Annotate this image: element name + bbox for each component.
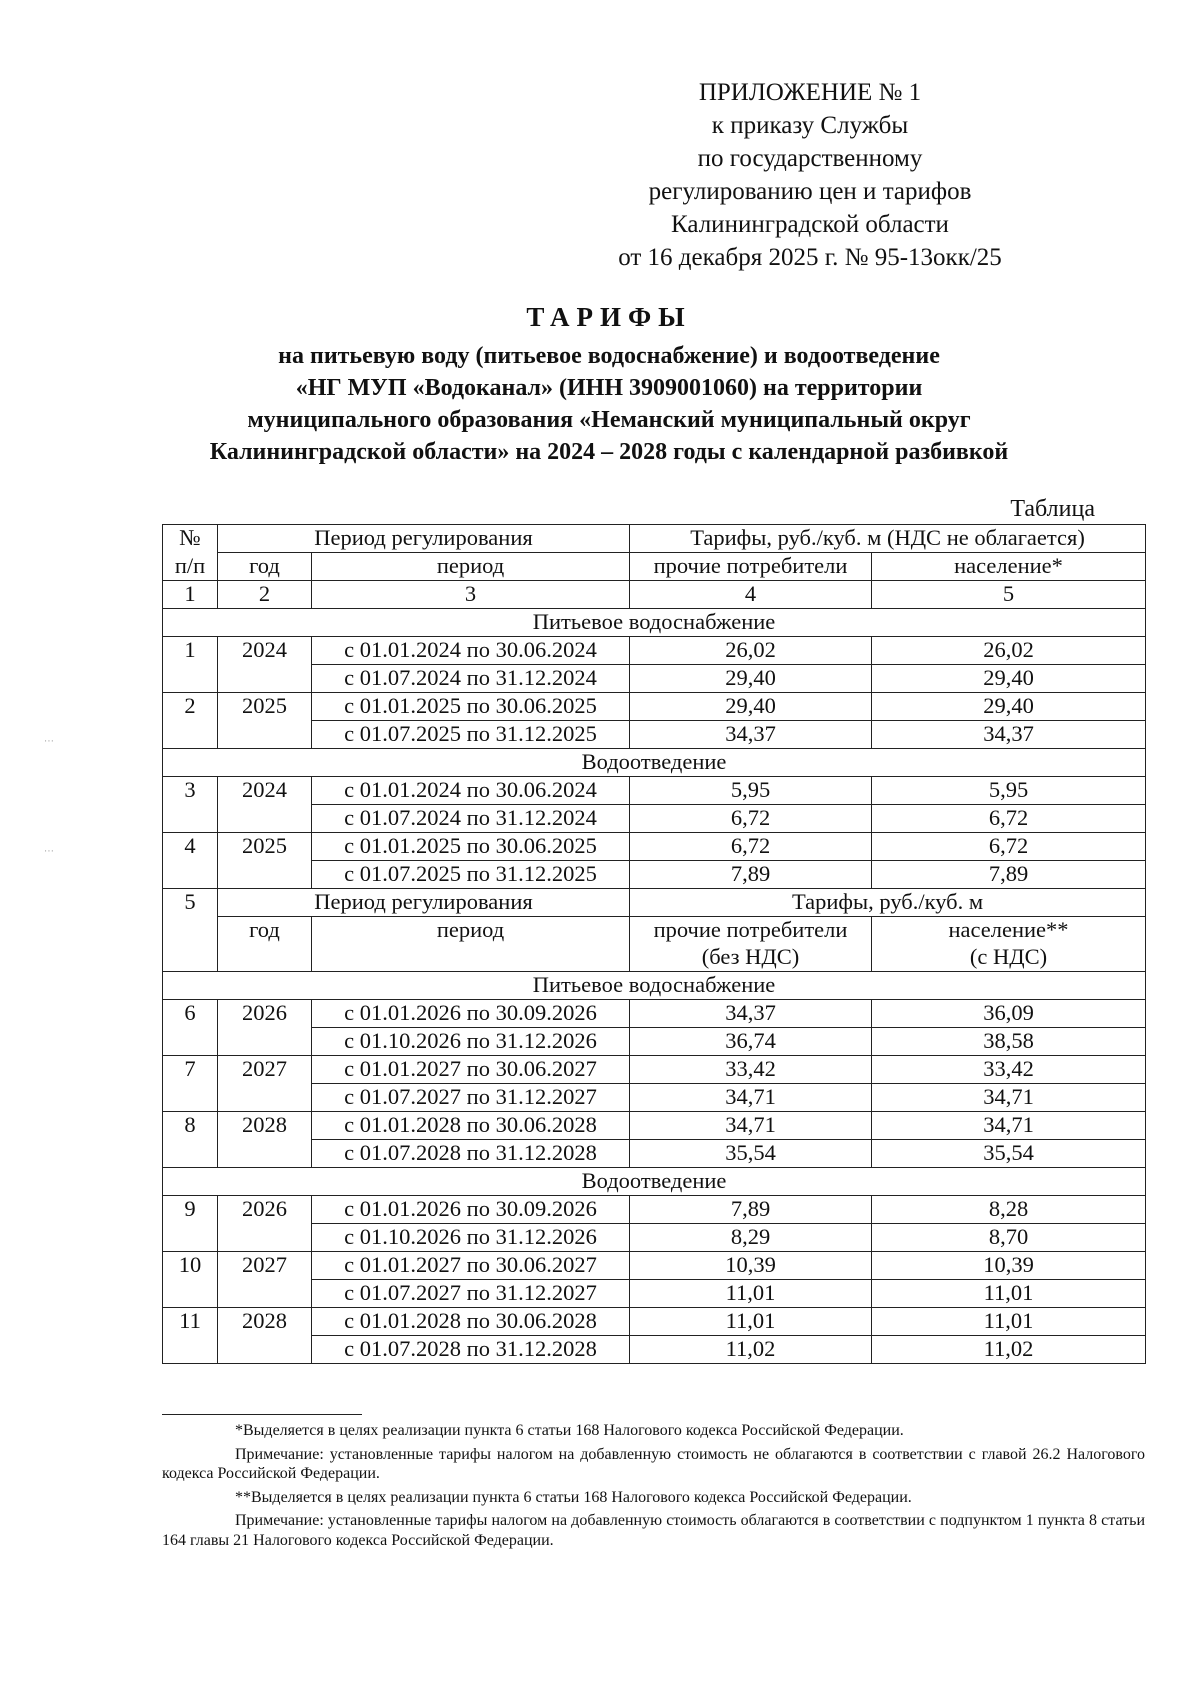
tariff-row <box>163 1056 1146 1084</box>
row-tariff-others: 7,89 <box>630 861 872 889</box>
row-tariff-population: 10,39 <box>872 1252 1146 1280</box>
tariff-row <box>163 777 1146 805</box>
footnote-divider <box>162 1414 362 1415</box>
footnote-note: Примечание: установленные тарифы налогом на добавленную стоимость не облагаются в соответствии с главой 26.2 Налогового кодекса Российской Федерации. <box>162 1445 1145 1482</box>
row-number: 4 <box>163 833 218 889</box>
row-tariff-population: 7,89 <box>872 861 1146 889</box>
table-caption: Таблица <box>1010 496 1095 522</box>
row-year: 2026 <box>218 1196 312 1252</box>
header2-period: период <box>312 917 630 945</box>
row-year: 2027 <box>218 1056 312 1112</box>
table-header-row <box>163 917 1146 945</box>
row-tariff-others: 34,71 <box>630 1112 872 1140</box>
row-tariff-population: 33,42 <box>872 1056 1146 1084</box>
appendix-line: к приказу Службы <box>711 112 909 139</box>
row-tariff-population: 35,54 <box>872 1140 1146 1168</box>
tariff-row <box>163 1308 1146 1336</box>
row-tariff-others: 8,29 <box>630 1224 872 1252</box>
row-period: с 01.01.2026 по 30.09.2026 <box>312 1196 630 1224</box>
row-period: с 01.07.2025 по 31.12.2025 <box>312 861 630 889</box>
row-tariff-others: 26,02 <box>630 637 872 665</box>
appendix-line: регулированию цен и тарифов <box>648 178 972 205</box>
row-tariff-population: 29,40 <box>872 665 1146 693</box>
tariff-row <box>163 1252 1146 1280</box>
appendix-block <box>570 76 1050 274</box>
row-tariff-population: 34,71 <box>872 1084 1146 1112</box>
footnote-note: Примечание: установленные тарифы налогом на добавленную стоимость облагаются в соответствии с подпунктом 1 пункта 8 статьи 164 главы 21 Налогового кодекса Российской Федерации. <box>162 1512 1145 1549</box>
tariff-row <box>163 637 1146 665</box>
appendix-line: ПРИЛОЖЕНИЕ № 1 <box>698 79 922 106</box>
header-num-2: п/п <box>163 553 218 581</box>
row-number: 6 <box>163 1000 218 1056</box>
row-period: с 01.10.2026 по 31.12.2026 <box>312 1224 630 1252</box>
row-tariff-population: 11,01 <box>872 1308 1146 1336</box>
row-period: с 01.01.2027 по 30.06.2027 <box>312 1056 630 1084</box>
row-year: 2028 <box>218 1308 312 1364</box>
document-subtitle <box>150 340 1068 468</box>
header2-year: год <box>218 917 312 945</box>
table-header-row <box>163 525 1146 553</box>
section-sewer: Водоотведение <box>163 1168 1146 1196</box>
header2-period-cont <box>312 944 630 972</box>
row-year: 2026 <box>218 1000 312 1056</box>
row-period: с 01.01.2028 по 30.06.2028 <box>312 1308 630 1336</box>
header-population: население* <box>872 553 1146 581</box>
row-year: 2024 <box>218 777 312 833</box>
tariff-row <box>163 1112 1146 1140</box>
row-number: 10 <box>163 1252 218 1308</box>
row-tariff-population: 38,58 <box>872 1028 1146 1056</box>
row-tariff-others: 33,42 <box>630 1056 872 1084</box>
section-water: Питьевое водоснабжение <box>163 609 1146 637</box>
row-period: с 01.07.2025 по 31.12.2025 <box>312 721 630 749</box>
table-header-row <box>163 889 1146 917</box>
row-year: 2024 <box>218 637 312 693</box>
row-tariff-others: 6,72 <box>630 833 872 861</box>
header2-others-vat: (без НДС) <box>630 944 872 972</box>
column-number: 1 <box>163 581 218 609</box>
row-year: 2027 <box>218 1252 312 1308</box>
row-period: с 01.07.2027 по 31.12.2027 <box>312 1280 630 1308</box>
row-number: 7 <box>163 1056 218 1112</box>
row-number: 1 <box>163 637 218 693</box>
column-number: 5 <box>872 581 1146 609</box>
footnote: **Выделяется в целях реализации пункта 6 статьи 168 Налогового кодекса Российской Федерации. <box>235 1488 912 1506</box>
subtitle-line: на питьевую воду (питьевое водоснабжение) и водоотведение <box>278 343 940 369</box>
row-period: с 01.07.2028 по 31.12.2028 <box>312 1140 630 1168</box>
header2-others: прочие потребители <box>630 917 872 945</box>
row-tariff-others: 7,89 <box>630 1196 872 1224</box>
row-period: с 01.01.2024 по 30.06.2024 <box>312 777 630 805</box>
row-number: 9 <box>163 1196 218 1252</box>
scan-speck: ⋯ <box>44 846 54 857</box>
row-tariff-others: 10,39 <box>630 1252 872 1280</box>
footnotes <box>162 1414 1145 1554</box>
header2-year-cont <box>218 944 312 972</box>
row-tariff-others: 36,74 <box>630 1028 872 1056</box>
row-number: 3 <box>163 777 218 833</box>
section-row <box>163 609 1146 637</box>
row-tariff-others: 34,37 <box>630 721 872 749</box>
header-num: № <box>163 525 218 553</box>
footnote: *Выделяется в целях реализации пункта 6 статьи 168 Налогового кодекса Российской Федерации. <box>235 1422 904 1439</box>
row-tariff-population: 34,37 <box>872 721 1146 749</box>
header2-tariff-group: Тарифы, руб./куб. м <box>630 889 1146 917</box>
header2-period-group: Период регулирования <box>218 889 630 917</box>
header-tariff-group: Тарифы, руб./куб. м (НДС не облагается) <box>630 525 1146 553</box>
header2-population: население** <box>872 917 1146 945</box>
row-period: с 01.07.2024 по 31.12.2024 <box>312 805 630 833</box>
row-tariff-population: 29,40 <box>872 693 1146 721</box>
row-year: 2025 <box>218 693 312 749</box>
column-numbers-row <box>163 581 1146 609</box>
row-tariff-others: 11,01 <box>630 1308 872 1336</box>
section-row <box>163 749 1146 777</box>
row-tariff-population: 8,70 <box>872 1224 1146 1252</box>
row-tariff-others: 6,72 <box>630 805 872 833</box>
row-tariff-population: 11,01 <box>872 1280 1146 1308</box>
row-period: с 01.10.2026 по 31.12.2026 <box>312 1028 630 1056</box>
scan-speck: ⋯ <box>44 736 54 747</box>
subtitle-line: Калининградской области» на 2024 – 2028 годы с календарной разбивкой <box>209 439 1009 465</box>
row-tariff-others: 11,02 <box>630 1336 872 1364</box>
row-tariff-others: 34,37 <box>630 1000 872 1028</box>
section-row <box>163 972 1146 1000</box>
row-period: с 01.01.2024 по 30.06.2024 <box>312 637 630 665</box>
row-tariff-others: 29,40 <box>630 665 872 693</box>
document-title: ТАРИФЫ <box>526 302 692 332</box>
row-period: с 01.01.2027 по 30.06.2027 <box>312 1252 630 1280</box>
tariff-row <box>163 693 1146 721</box>
row-tariff-others: 5,95 <box>630 777 872 805</box>
header2-population-vat: (с НДС) <box>872 944 1146 972</box>
column-number: 2 <box>218 581 312 609</box>
row-tariff-others: 11,01 <box>630 1280 872 1308</box>
row-tariff-population: 36,09 <box>872 1000 1146 1028</box>
header-year: год <box>218 553 312 581</box>
row-period: с 01.07.2028 по 31.12.2028 <box>312 1336 630 1364</box>
header-others: прочие потребители <box>630 553 872 581</box>
row-period: с 01.01.2025 по 30.06.2025 <box>312 693 630 721</box>
header2-num: 5 <box>163 889 218 972</box>
row-number: 8 <box>163 1112 218 1168</box>
row-year: 2028 <box>218 1112 312 1168</box>
section-row <box>163 1168 1146 1196</box>
subtitle-line: «НГ МУП «Водоканал» (ИНН 3909001060) на территории <box>295 375 923 401</box>
tariffs-table <box>162 524 1146 1364</box>
row-tariff-population: 6,72 <box>872 833 1146 861</box>
row-number: 2 <box>163 693 218 749</box>
row-tariff-population: 5,95 <box>872 777 1146 805</box>
row-number: 11 <box>163 1308 218 1364</box>
tariff-row <box>163 1000 1146 1028</box>
column-number: 3 <box>312 581 630 609</box>
row-period: с 01.07.2024 по 31.12.2024 <box>312 665 630 693</box>
subtitle-line: муниципального образования «Неманский муниципальный округ <box>247 407 971 433</box>
row-year: 2025 <box>218 833 312 889</box>
row-period: с 01.01.2026 по 30.09.2026 <box>312 1000 630 1028</box>
table-header-row <box>163 553 1146 581</box>
row-tariff-population: 26,02 <box>872 637 1146 665</box>
row-period: с 01.07.2027 по 31.12.2027 <box>312 1084 630 1112</box>
row-tariff-others: 35,54 <box>630 1140 872 1168</box>
row-tariff-others: 34,71 <box>630 1084 872 1112</box>
tariff-row <box>163 1196 1146 1224</box>
row-tariff-population: 11,02 <box>872 1336 1146 1364</box>
appendix-line: Калининградской области <box>671 211 949 238</box>
row-tariff-population: 6,72 <box>872 805 1146 833</box>
row-period: с 01.01.2025 по 30.06.2025 <box>312 833 630 861</box>
appendix-line: по государственному <box>697 145 923 172</box>
section-sewer: Водоотведение <box>163 749 1146 777</box>
table-header-row <box>163 944 1146 972</box>
column-number: 4 <box>630 581 872 609</box>
header-period: период <box>312 553 630 581</box>
row-period: с 01.01.2028 по 30.06.2028 <box>312 1112 630 1140</box>
header-period-group: Период регулирования <box>218 525 630 553</box>
row-tariff-others: 29,40 <box>630 693 872 721</box>
appendix-line: от 16 декабря 2025 г. № 95-13окк/25 <box>618 244 1002 271</box>
tariff-row <box>163 833 1146 861</box>
row-tariff-population: 34,71 <box>872 1112 1146 1140</box>
row-tariff-population: 8,28 <box>872 1196 1146 1224</box>
section-water: Питьевое водоснабжение <box>163 972 1146 1000</box>
